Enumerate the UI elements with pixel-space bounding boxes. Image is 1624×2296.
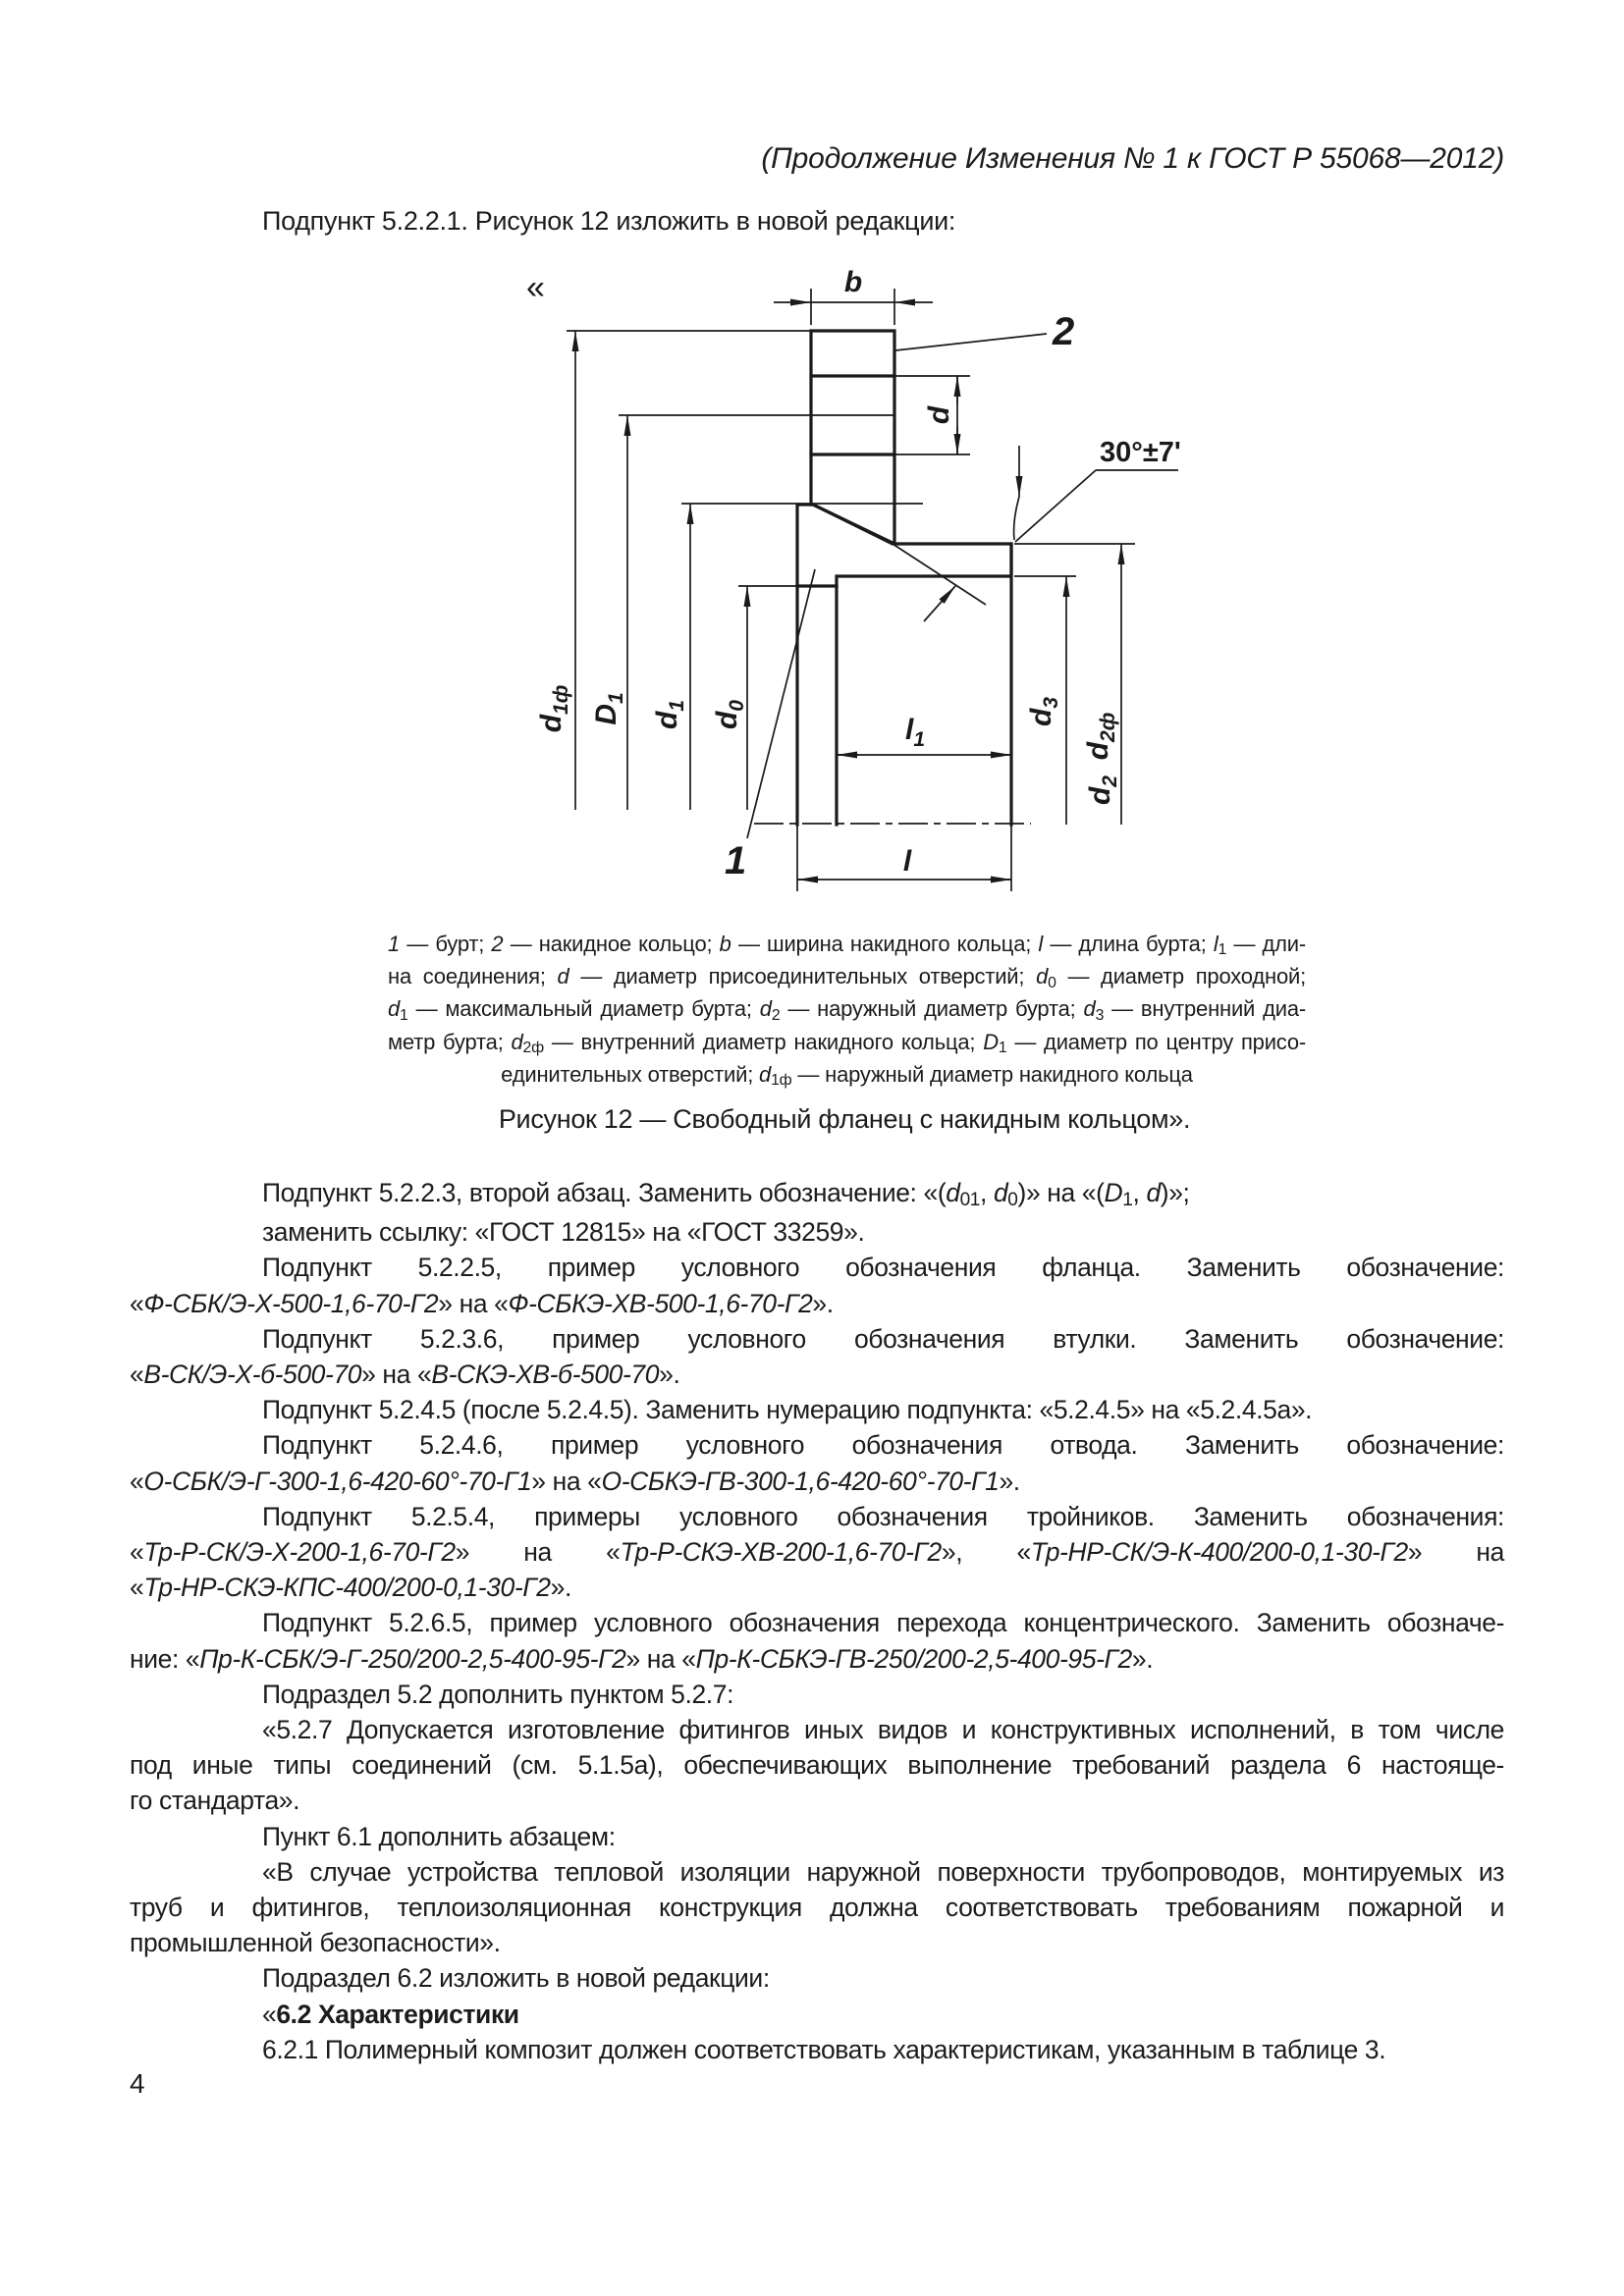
dim-l1 bbox=[837, 714, 1011, 755]
text-line: Подраздел 5.2 дополнить пунктом 5.2.7: bbox=[262, 1679, 734, 1709]
svg-text:d1: $d_1$ bbox=[651, 699, 688, 730]
svg-text:d3: $d_3$ bbox=[1025, 696, 1062, 727]
text-line: 1 — бурт; 2 — накидное кольцо; b — ширина накидного кольца; l — длина бурта; l1 — дли- bbox=[388, 932, 1306, 959]
text-line: «В случае устройства тепловой изоляции наружной поверхности трубопроводов, монтируемых из bbox=[262, 1856, 1504, 1887]
text-line: Подпункт 5.2.3.6, пример условного обозначения втулки. Заменить обозначение: bbox=[262, 1323, 1504, 1354]
text-line: «В-СК/Э-Х-б-500-70» на «В-СКЭ-ХВ-б-500-70». bbox=[130, 1360, 680, 1390]
text-line: Подпункт 5.2.4.5 (после 5.2.4.5). Заменить нумерацию подпункта: «5.2.4.5» на «5.2.4.5а». bbox=[262, 1395, 1313, 1425]
text-line: «Тр-НР-СКЭ-КПС-400/200-0,1-30-Г2». bbox=[130, 1573, 571, 1603]
text-line: «Тр-Р-СК/Э-Х-200-1,6-70-Г2» на «Тр-Р-СКЭ-ХВ-200-1,6-70-Г2», «Тр-НР-СК/Э-К-400/200-0,1-30-Г2» на bbox=[130, 1537, 1504, 1568]
page-number: 4 bbox=[130, 2068, 145, 2099]
cone-face-annotation bbox=[893, 544, 986, 621]
text-line: Пункт 6.1 дополнить абзацем: bbox=[262, 1821, 616, 1851]
label-angle: 30°±7' bbox=[1100, 437, 1181, 468]
text-line: на соединения; d — диаметр присоединительных отверстий; d0 — диаметр проходной; bbox=[388, 964, 1306, 991]
text-line: под иные типы соединений (см. 5.1.5а), обеспечивающих выполнение требований раздела 6 настояще- bbox=[130, 1750, 1504, 1781]
text-line: заменить ссылку: «ГОСТ 12815» на «ГОСТ 33259». bbox=[262, 1217, 865, 1248]
text-line: «Ф-СБК/Э-Х-500-1,6-70-Г2» на «Ф-СБКЭ-ХВ-500-1,6-70-Г2». bbox=[130, 1288, 834, 1318]
part-label-2 bbox=[895, 310, 1074, 353]
svg-text:l1: $l_1$ bbox=[905, 714, 926, 751]
dim-d1f bbox=[535, 331, 811, 810]
text-line: ние: «Пр-К-СБК/Э-Г-250/200-2,5-400-95-Г2» на «Пр-К-СБКЭ-ГВ-250/200-2,5-400-95-Г2». bbox=[130, 1643, 1154, 1674]
dim-angle-30 bbox=[1014, 437, 1181, 542]
label-b: b bbox=[843, 266, 863, 298]
dim-l bbox=[797, 825, 1011, 891]
running-header: (Продолжение Изменения № 1 к ГОСТ Р 55068—2012) bbox=[761, 142, 1504, 175]
dim-d1 bbox=[651, 504, 926, 810]
svg-text:1: 1 bbox=[725, 839, 747, 882]
text-line: Подраздел 6.2 изложить в новой редакции: bbox=[262, 1963, 770, 1994]
loose-ring-section bbox=[811, 331, 894, 544]
text-line: го стандарта». bbox=[130, 1786, 300, 1816]
text-line: «О-СБК/Э-Г-300-1,6-420-60°-70-Г1» на «О-СБКЭ-ГВ-300-1,6-420-60°-70-Г1». bbox=[130, 1466, 1020, 1496]
figure-open-quote: « bbox=[526, 269, 545, 306]
paragraph-intro: Подпункт 5.2.2.1. Рисунок 12 изложить в новой редакции: bbox=[262, 206, 956, 236]
figure-title: Рисунок 12 — Свободный фланец с накидным кольцом». bbox=[498, 1104, 1191, 1134]
text-line: Подпункт 5.2.4.6, пример условного обозначения отвода. Заменить обозначение: bbox=[262, 1430, 1504, 1461]
figure-12-drawing bbox=[491, 255, 1198, 923]
text-line: Подпункт 5.2.6.5, пример условного обозначения перехода концентрического. Заменить обозначе- bbox=[262, 1608, 1504, 1638]
svg-text:D1: $D_1$ bbox=[590, 692, 627, 725]
body-text bbox=[130, 1175, 1504, 2067]
text-line: труб и фитингов, теплоизоляционная конструкция должна соответствовать требованиям пожарной и bbox=[130, 1893, 1504, 1923]
svg-text:d0: $d_0$ bbox=[711, 699, 748, 730]
text-line: 6.2.1 Полимерный композит должен соответствовать характеристикам, указанным в таблице 3. bbox=[262, 2034, 1386, 2064]
text-line: единительных отверстий; d1ф — наружный диаметр накидного кольца bbox=[501, 1061, 1193, 1090]
text-line: промышленной безопасности». bbox=[130, 1928, 501, 1958]
label-d: d bbox=[923, 405, 955, 425]
svg-text:d1ф: $d_{1ф}$ bbox=[535, 684, 572, 733]
dim-d bbox=[894, 376, 970, 454]
svg-text:d2: $d_2$ bbox=[1084, 774, 1121, 806]
svg-text:2: 2 bbox=[1053, 310, 1075, 353]
figure-caption bbox=[388, 930, 1306, 1093]
text-line: Подпункт 5.2.5.4, примеры условного обозначения тройников. Заменить обозначения: bbox=[262, 1501, 1504, 1531]
dim-b bbox=[774, 266, 933, 325]
text-line: «5.2.7 Допускается изготовление фитингов иных видов и конструктивных исполнений, в том числе bbox=[262, 1715, 1504, 1745]
dim-D1 bbox=[590, 415, 894, 810]
dim-d3 bbox=[1014, 576, 1076, 825]
label-l: l bbox=[902, 845, 912, 878]
dim-d0 bbox=[711, 586, 798, 810]
text-line: d1 — максимальный диаметр бурта; d2 — наружный диаметр бурта; d3 — внутренний диа- bbox=[388, 996, 1306, 1024]
text-line: Подпункт 5.2.2.3, второй абзац. Заменить обозначение: «(d01, d0)» на «(D1, d)»; bbox=[262, 1178, 1190, 1211]
collar-section bbox=[797, 505, 1011, 825]
text-line: «6.2 Характеристики bbox=[262, 1999, 519, 2029]
svg-text:d2ф: $d_{2ф}$ bbox=[1082, 712, 1119, 761]
dim-d2-d2f bbox=[1014, 544, 1135, 825]
text-line: метр бурта; d2ф — внутренний диаметр накидного кольца; D1 — диаметр по центру присо- bbox=[388, 1029, 1306, 1057]
text-line: Подпункт 5.2.2.5, пример условного обозначения фланца. Заменить обозначение: bbox=[262, 1253, 1504, 1283]
